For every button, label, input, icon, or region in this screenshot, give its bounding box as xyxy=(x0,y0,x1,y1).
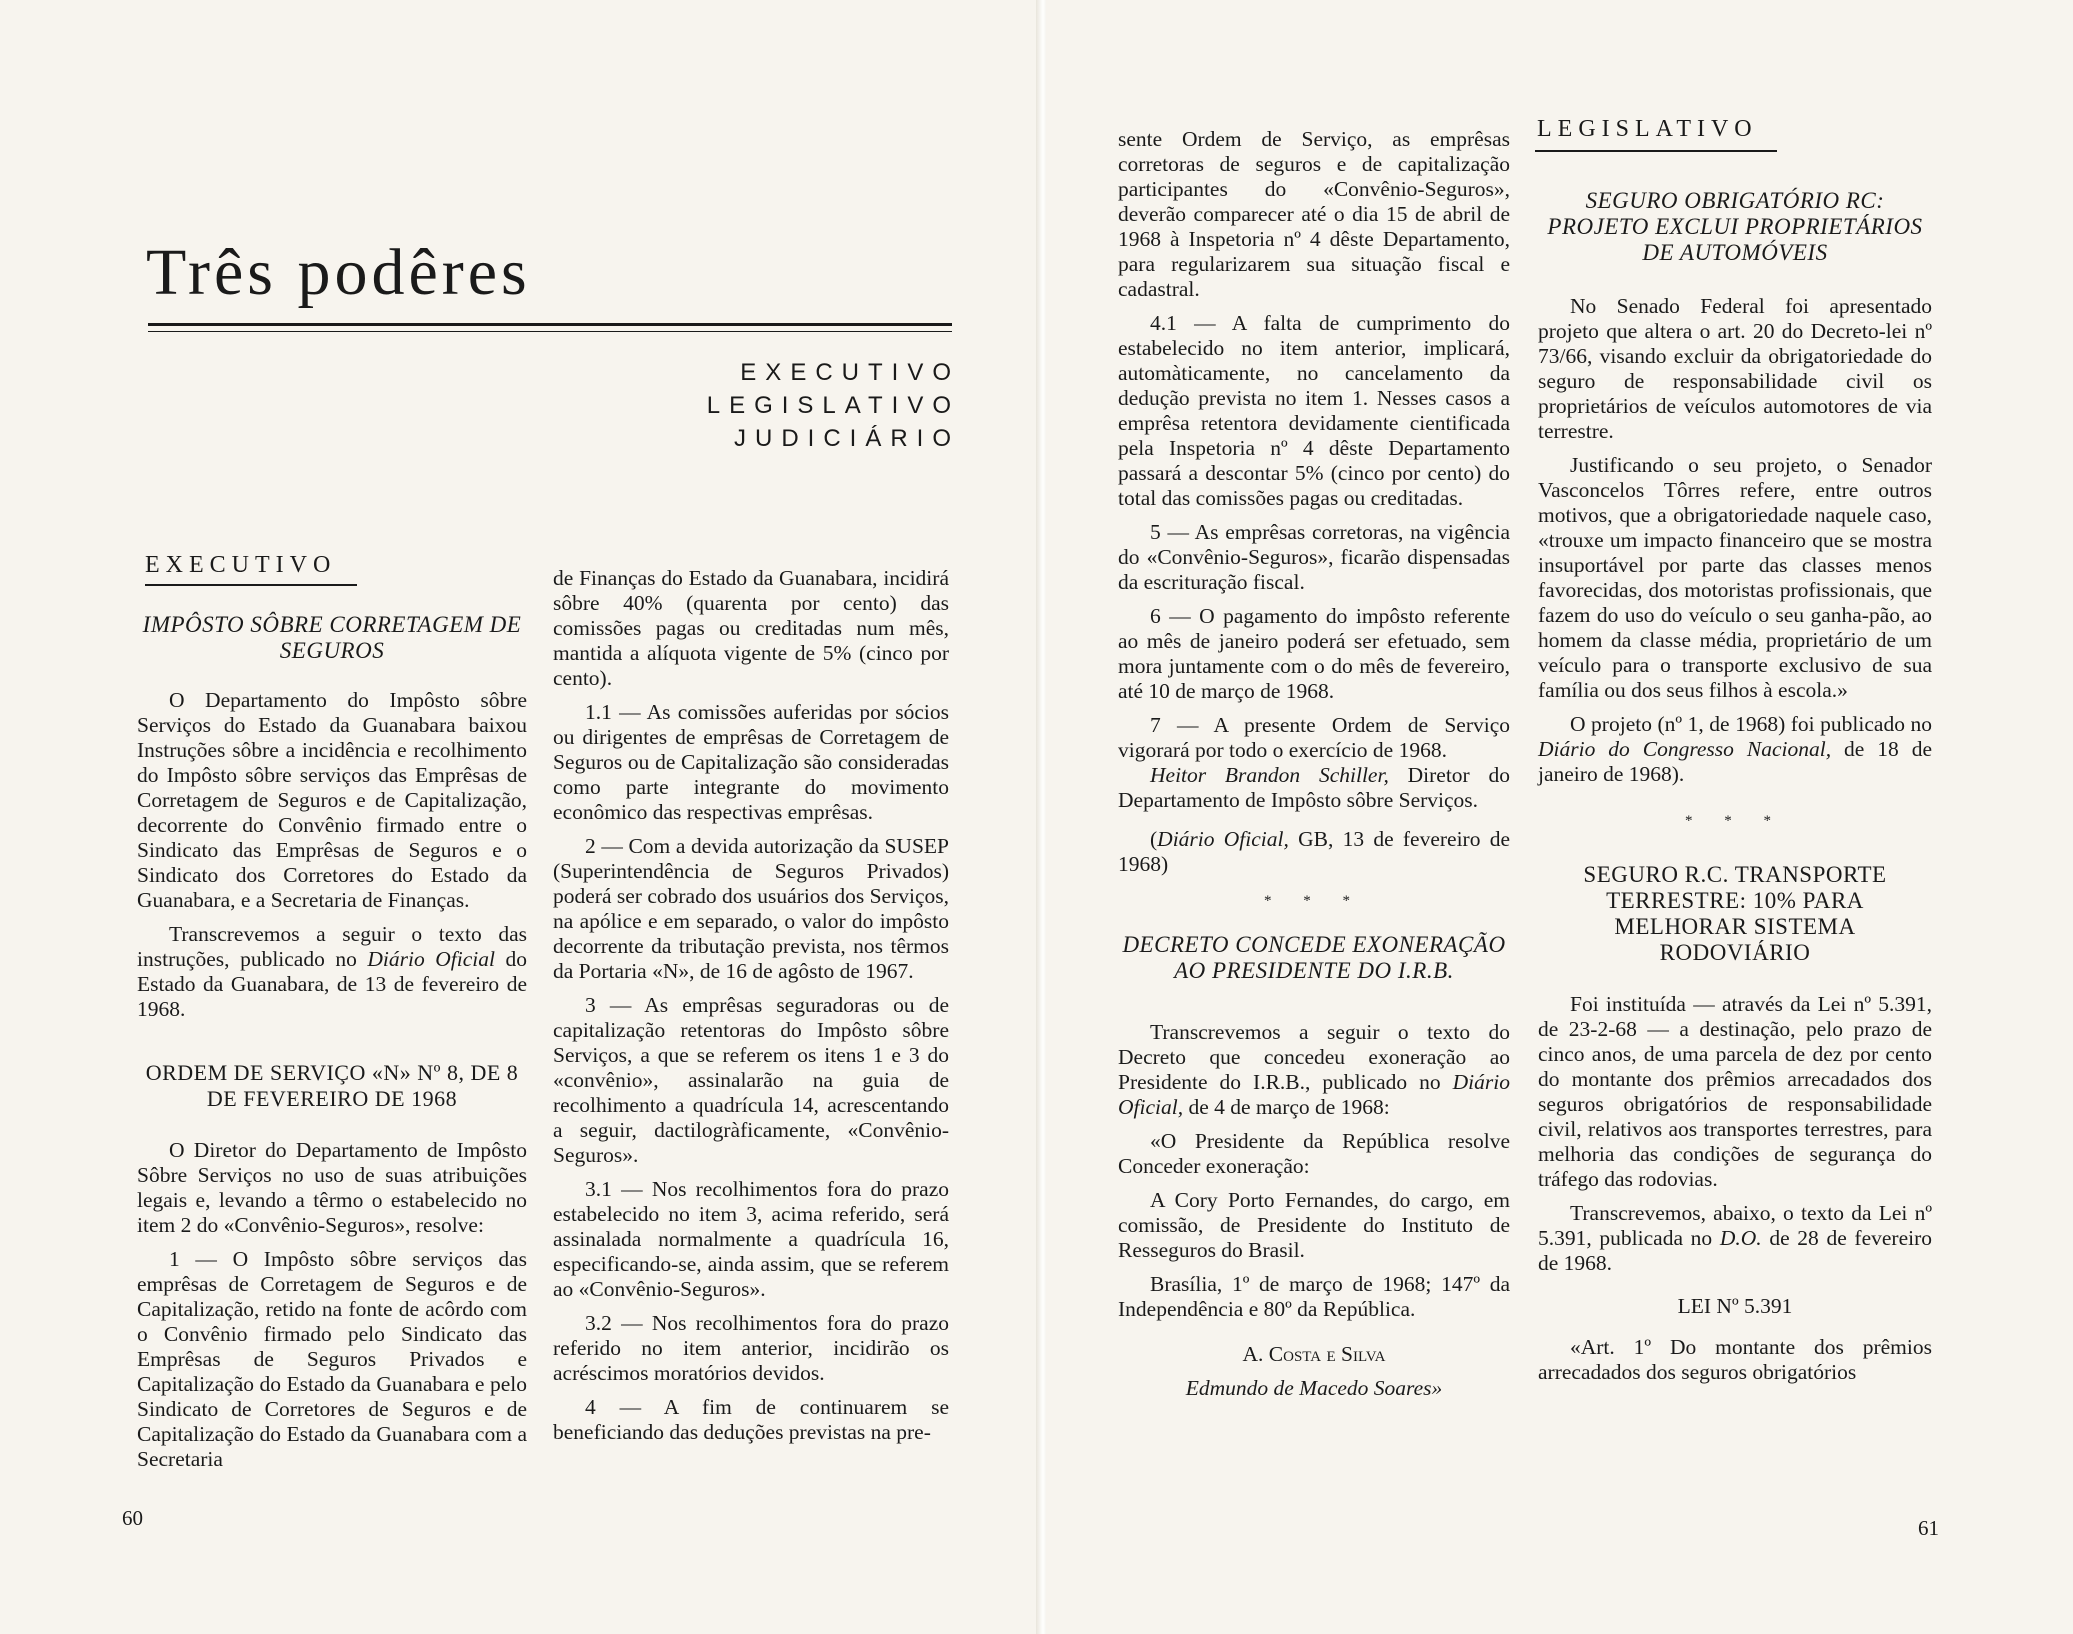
paragraph: 3 — As emprêsas seguradoras ou de capitalização retentoras do Impôsto sôbre Serviços, a que se referem os itens 1 e 3 do «convênio», assinalarão na guia de recolhimento a quadrícula 14, acrescentando a seguir, dactilogràficamente, «Convênio-Seguros». xyxy=(553,993,949,1167)
page-number: 61 xyxy=(1918,1516,1939,1540)
paragraph: «Art. 1º Do montante dos prêmios arrecadados dos seguros obrigatórios xyxy=(1538,1335,1932,1384)
paragraph: A Cory Porto Fernandes, do cargo, em comissão, de Presidente do Instituto de Resseguros do Brasil. xyxy=(1118,1188,1510,1262)
branch-judiciario: JUDICIÁRIO xyxy=(733,425,960,452)
section-label-legislativo: LEGISLATIVO xyxy=(1537,116,1758,142)
headline-imposto: IMPÔSTO SÔBRE CORRETAGEM DE SEGUROS xyxy=(142,612,522,663)
separator-stars: * * * xyxy=(1264,893,1364,909)
section-rule xyxy=(145,584,357,586)
paragraph: O projeto (nº 1, de 1968) foi publicado no Diário do Congresso Nacional, de 18 de janeiro de 1968). xyxy=(1538,712,1932,786)
signature-macedo-soares: Edmundo de Macedo Soares» xyxy=(1185,1376,1443,1400)
paragraph: O Departamento do Impôsto sôbre Serviços do Estado da Guanabara baixou Instruções sôbre a incidência e recolhimento do Impôsto sôbre serviços das Emprêsas de Corretagem de Seguros e de Capitalização, decorrente do Convênio firmado entre o Sindicato das Emprêsas de Seguros e o Sindicato dos Corretores do Estado da Guanabara, e a Secretaria de Finanças. xyxy=(137,688,527,912)
paragraph: O Diretor do Departamento de Impôsto Sôbre Serviços no uso de suas atribuições legais e, levando a têrmo o estabelecido no item 2 do «Convênio-Seguros», resolve: xyxy=(137,1138,527,1237)
paragraph: 5 — As emprêsas corretoras, na vigência do «Convênio-Seguros», ficarão dispensadas da escrituração fiscal. xyxy=(1118,520,1510,594)
paragraph: No Senado Federal foi apresentado projeto que altera o art. 20 do Decreto-lei nº 73/66, visando excluir da obrigatoriedade do seguro de responsabilidade civil os proprietários de veículos automotores de via terrestre. xyxy=(1538,294,1932,443)
headline-seguro-rc: SEGURO R.C. TRANSPORTE TERRESTRE: 10% PARA MELHORAR SISTEMA RODOVIÁRIO xyxy=(1583,862,1887,965)
page-number: 60 xyxy=(122,1506,143,1530)
section-rule xyxy=(1535,150,1777,152)
paragraph: 7 — A presente Ordem de Serviço vigorará por todo o exercício de 1968. xyxy=(1118,713,1510,762)
paragraph: Transcrevemos a seguir o texto das instruções, publicado no Diário Oficial do Estado da Guanabara, de 13 de fevereiro de 1968. xyxy=(137,922,527,1021)
law-title: LEI Nº 5.391 xyxy=(1677,1294,1793,1318)
headline-decreto: DECRETO CONCEDE EXONERAÇÃO AO PRESIDENTE DO I.R.B. xyxy=(1122,932,1506,983)
column-3 xyxy=(1118,127,1510,1410)
signature-costa-e-silva: A. Costa e Silva xyxy=(1242,1342,1386,1366)
title-rule-thin xyxy=(148,331,952,332)
branch-executivo: EXECUTIVO xyxy=(740,359,960,386)
paragraph: 1 — O Impôsto sôbre serviços das emprêsas de Corretagem de Seguros e de Capitalização, retido na fonte de acôrdo com o Convênio firmado pelo Sindicato das Emprêsas de Seguros Privados e Capitalização do Estado da Guanabara e pelo Sindicato de Corretores de Seguros e de Capitalização do Estado da Guanabara com a Secretaria xyxy=(137,1247,527,1471)
branches-list xyxy=(660,356,960,455)
column-4 xyxy=(1538,188,1932,1394)
headline-seguro-obrigatorio: SEGURO OBRIGATÓRIO RC: PROJETO EXCLUI PROPRIETÁRIOS DE AUTOMÓVEIS xyxy=(1547,188,1923,265)
paragraph: 1.1 — As comissões auferidas por sócios ou dirigentes de emprêsas de Corretagem de Seguros ou de Capitalização são consideradas como parte integrante do movimento econômico das respectivas emprêsas. xyxy=(553,700,949,824)
column-1 xyxy=(137,612,527,1481)
right-page xyxy=(1046,0,2073,1634)
source-citation: (Diário Oficial, GB, 13 de fevereiro de 1968) xyxy=(1118,827,1510,876)
title-rule xyxy=(148,323,952,326)
paragraph: 4 — A fim de continuarem se beneficiando das deduções previstas na pre- xyxy=(553,1395,949,1444)
branch-legislativo: LEGISLATIVO xyxy=(706,392,960,419)
column-2 xyxy=(553,566,949,1454)
paragraph: Foi instituída — através da Lei nº 5.391, de 23-2-68 — a destinação, pelo prazo de cinco anos, de uma parcela de dez por cento do montante dos prêmios arrecadados dos seguros obrigatórios de responsabilidade civil, relativos aos transportes terrestres, para melhoria das condições de segurança do tráfego das rodovias. xyxy=(1538,992,1932,1191)
paragraph: Transcrevemos a seguir o texto do Decreto que concedeu exoneração ao Presidente do I.R.B., publicado no Diário Oficial, de 4 de março de 1968: xyxy=(1118,1020,1510,1119)
section-label-executivo: EXECUTIVO xyxy=(145,552,337,578)
paragraph: Heitor Brandon Schiller, Diretor do Departamento de Impôsto sôbre Serviços. xyxy=(1118,763,1510,812)
paragraph: 4.1 — A falta de cumprimento do estabelecido no item anterior, implicará, automàticamente, no cancelamento da dedução prevista no item 1. Nesses casos a emprêsa retentora devidamente cientificada pela Inspetoria nº 4 dêste Departamento passará a descontar 5% (cinco por cento) do total das comissões pagas ou creditadas. xyxy=(1118,311,1510,510)
paragraph: sente Ordem de Serviço, as emprêsas corretoras de seguros e de capitalização participantes do «Convênio-Seguros», deverão comparecer até o dia 15 de abril de 1968 à Inspetoria nº 4 dêste Departamento, para regularizarem sua situação fiscal e cadastral. xyxy=(1118,127,1510,301)
paragraph: 2 — Com a devida autorização da SUSEP (Superintendência de Seguros Privados) poderá ser cobrado dos usuários dos Serviços, na apólice e em separado, o valor do impôsto decorrente da tributação prevista, nos têrmos da Portaria «N», de 16 de agôsto de 1967. xyxy=(553,834,949,983)
paragraph: Brasília, 1º de março de 1968; 147º da Independência e 80º da República. xyxy=(1118,1272,1510,1321)
page-title: Três podêres xyxy=(146,236,531,309)
separator-stars: * * * xyxy=(1685,813,1785,829)
paragraph: 3.1 — Nos recolhimentos fora do prazo estabelecido no item 3, acima referido, será assinalada normalmente a quadrícula 16, especificando-se, ainda assim, que se referem ao «Convênio-Seguros». xyxy=(553,1177,949,1301)
subhead-ordem: ORDEM DE SERVIÇO «N» Nº 8, DE 8 DE FEVEREIRO DE 1968 xyxy=(145,1060,519,1111)
paragraph: Transcrevemos, abaixo, o texto da Lei nº 5.391, publicada no D.O. de 28 de fevereiro de 1968. xyxy=(1538,1201,1933,1275)
paragraph: de Finanças do Estado da Guanabara, incidirá sôbre 40% (quarenta por cento) das comissões pagas ou creditadas num mês, mantida a alíquota vigente de 5% (cinco por cento). xyxy=(553,566,949,690)
paragraph: Justificando o seu projeto, o Senador Vasconcelos Tôrres refere, entre outros motivos, que a obrigatoriedade naquele caso, «trouxe um impacto financeiro que se mostra insuportável por parte das classes menos favorecidas, dos motoristas profissionais, que fazem do uso do veículo o seu ganha-pão, ao homem da classe média, proprietário de um veículo para o transporte exclusivo de sua família ou dos seus filhos à escola.» xyxy=(1538,453,1932,702)
paragraph: «O Presidente da República resolve Conceder exoneração: xyxy=(1118,1129,1510,1178)
paragraph: 3.2 — Nos recolhimentos fora do prazo referido no item anterior, incidirão os acréscimos moratórios devidos. xyxy=(553,1311,949,1385)
paragraph: 6 — O pagamento do impôsto referente ao mês de janeiro poderá ser efetuado, sem mora juntamente com o do mês de fevereiro, até 10 de março de 1968. xyxy=(1118,604,1510,703)
